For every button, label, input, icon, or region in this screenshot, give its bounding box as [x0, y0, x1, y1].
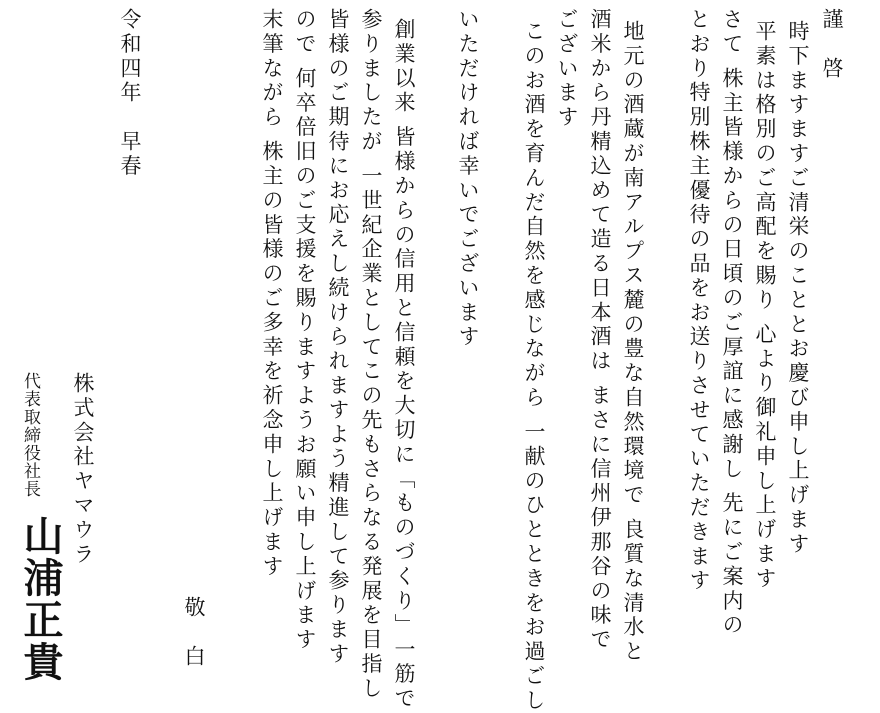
body-line-3: さて 株主皆様からの日頃のご厚誼に感謝し 先にご案内の: [720, 8, 744, 639]
signature: 山浦正貴: [17, 515, 64, 683]
body-line-12: 皆様のご期待にお応えし続けられますよう精進して参ります: [326, 8, 350, 667]
representative-title: 代表取締役社長: [20, 372, 40, 498]
salutation: 謹 啓: [820, 8, 844, 82]
body-line-13: ので 何卒倍旧のご支援を賜りますようお願い申し上げます: [293, 8, 317, 653]
body-line-6: 酒米から丹精込めて造る日本酒は まさに信州伊那谷の味で: [588, 8, 612, 653]
body-line-2: 平素は格別のご高配を賜り 心より御礼申し上げます: [753, 20, 777, 592]
body-line-8: このお酒を育んだ自然を感じながら 一献のひとときをお過ごし: [522, 20, 546, 713]
body-line-4: とおり特別株主優待の品をお送りさせていただきます: [687, 8, 711, 594]
closing: 敬 白: [182, 596, 206, 670]
body-line-10: 創業以来 皆様からの信用と信頼を大切に「ものづくり」一筋で: [392, 18, 416, 712]
body-line-5: 地元の酒蔵が南アルプス麓の豊な自然環境で 良質な清水と: [621, 20, 645, 665]
date: 令和四年 早春: [118, 8, 142, 179]
company-name: 株式会社ヤマウラ: [71, 372, 95, 568]
body-line-9: いただければ幸いでございます: [456, 8, 480, 350]
body-line-11: 参りましたが 一世紀企業としてこの先もさらなる発展を目指し: [359, 8, 383, 702]
body-line-1: 時下ますますご清栄のこととお慶び申し上げます: [786, 20, 810, 557]
body-line-7: ございます: [555, 8, 579, 130]
body-line-14: 末筆ながら 株主の皆様のご多幸を祈念申し上げます: [260, 8, 284, 580]
